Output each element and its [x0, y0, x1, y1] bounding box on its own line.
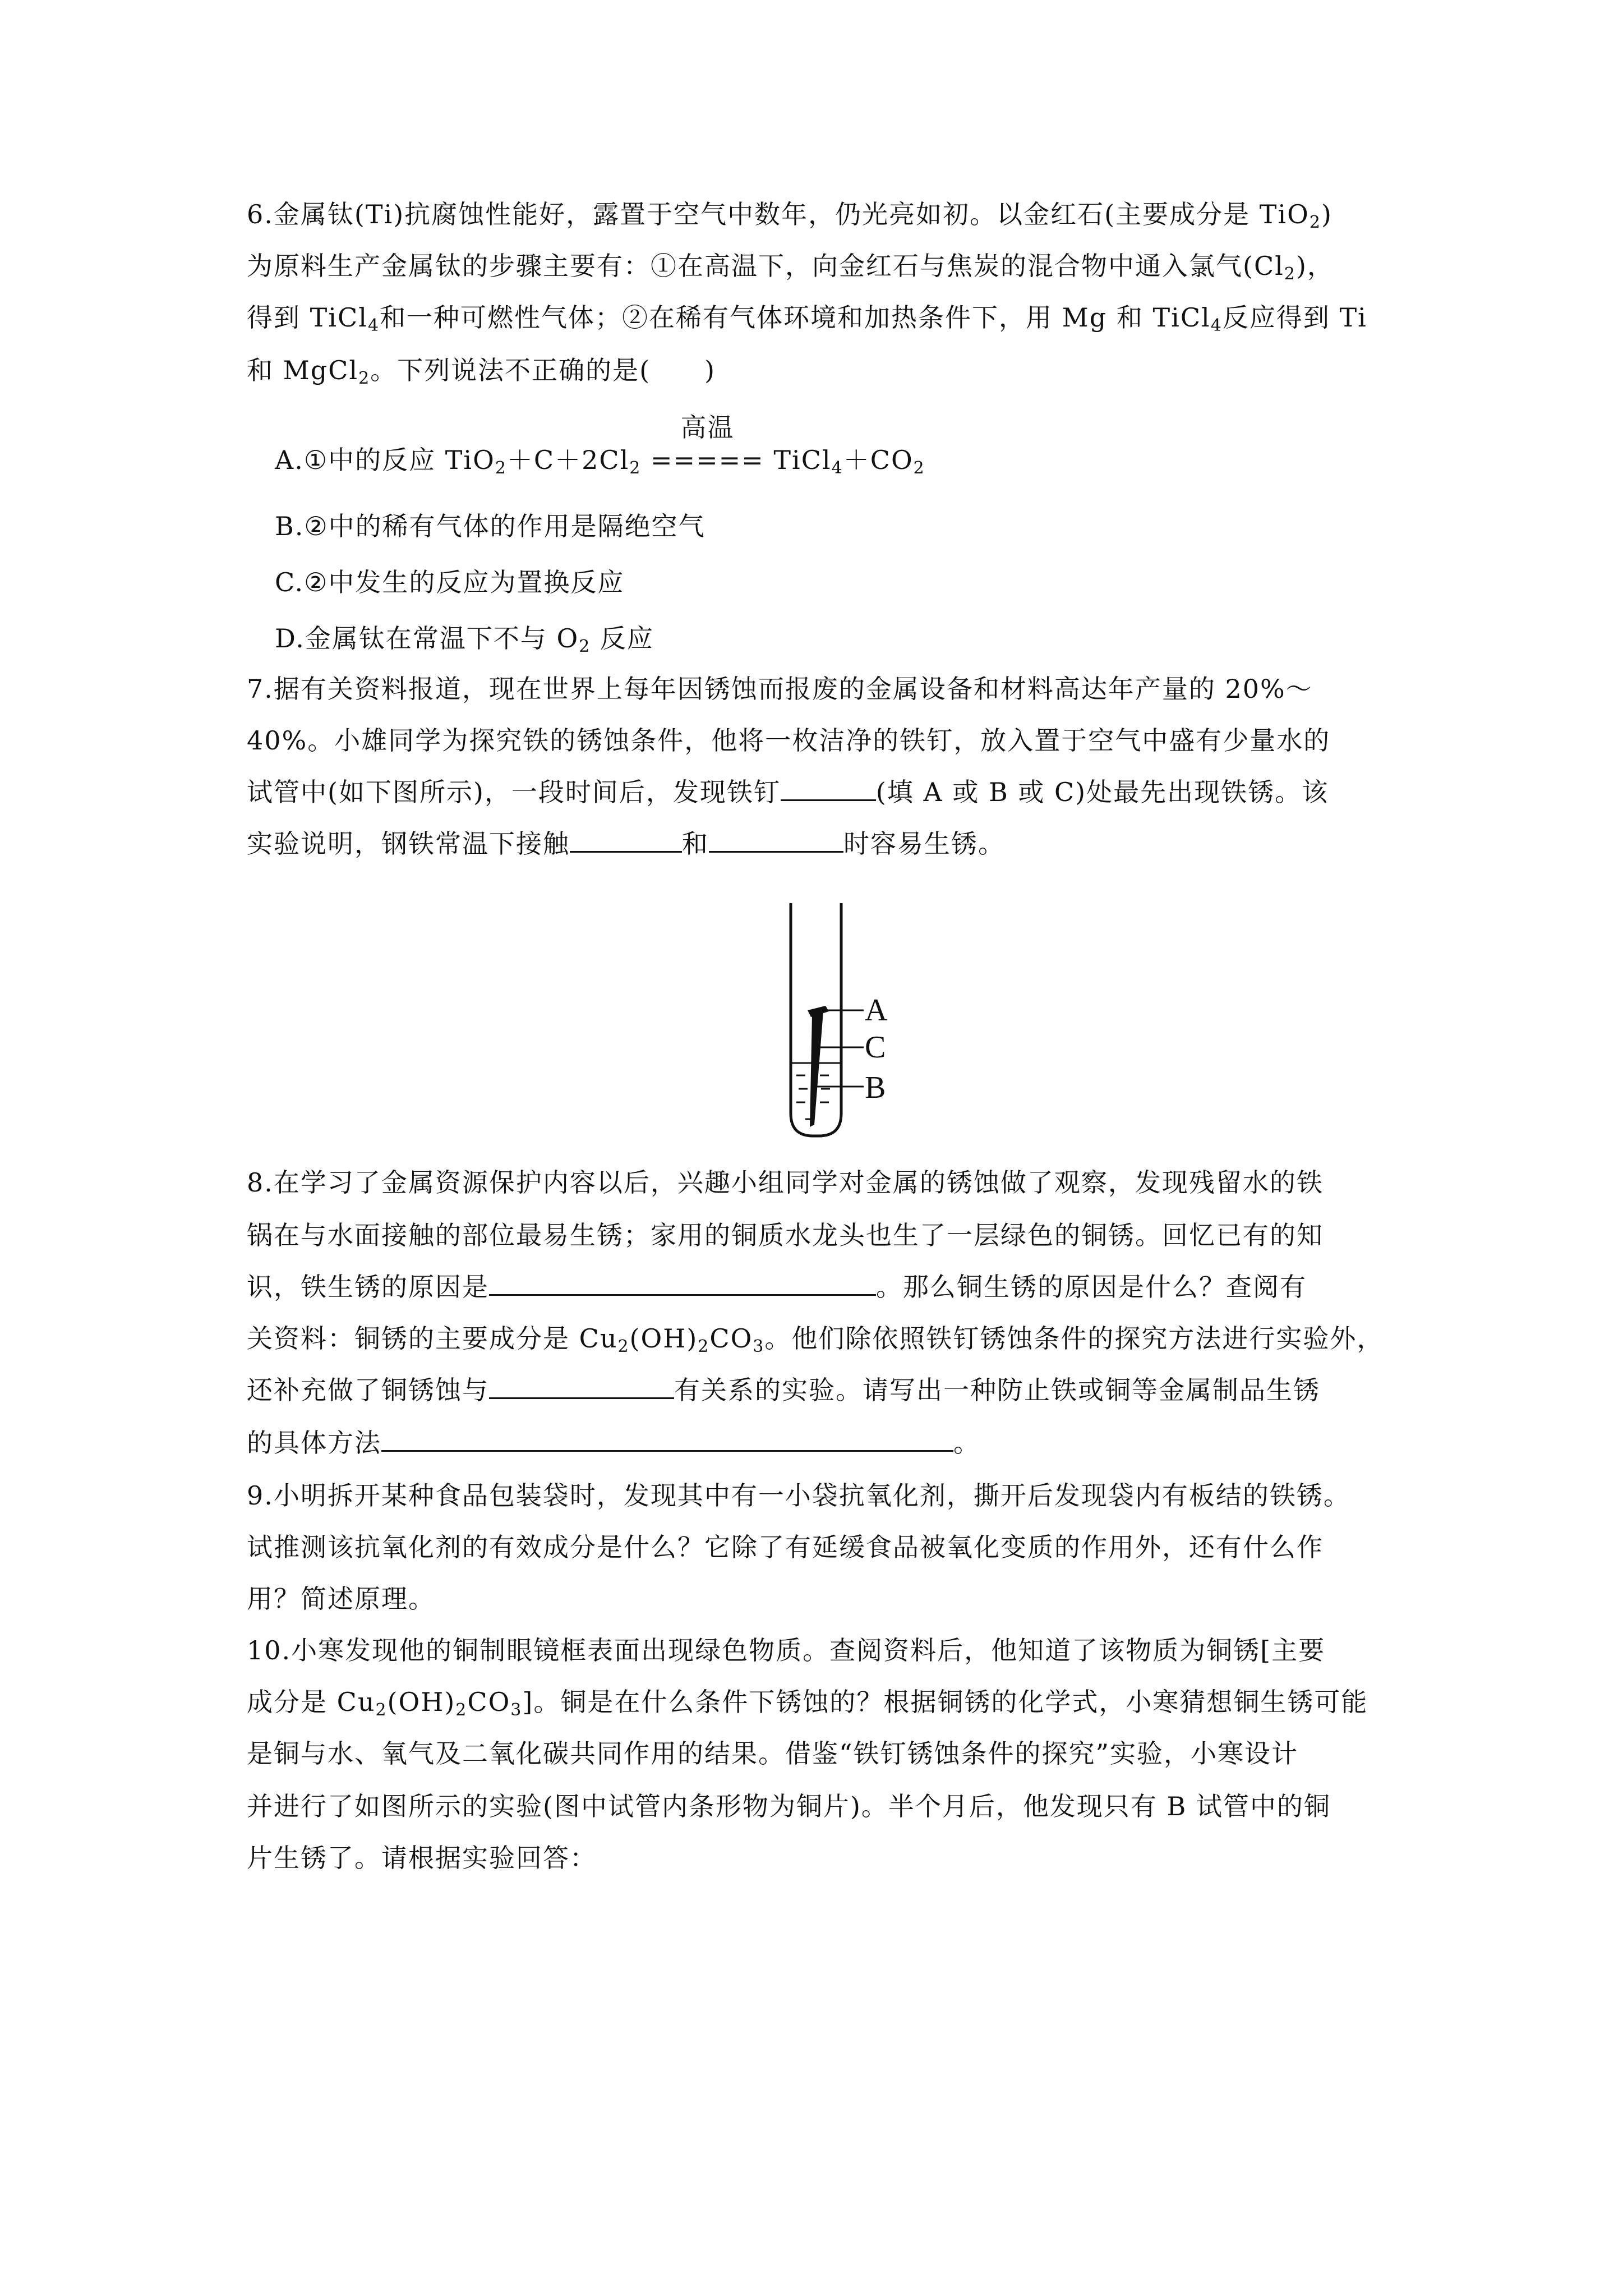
- q8-line-5: 还补充做了铜锈蚀与 有关系的实验。请写出一种防止铁或铜等金属制品生锈: [247, 1375, 1320, 1405]
- answer-blank-prevention-method[interactable]: [381, 1427, 953, 1452]
- q10-line-2: 成分是 $Cu_2(OH)_2CO_3$]。铜是在什么条件下锈蚀的？根据铜锈的化学式，小寒猜想铜生锈可能: [247, 1687, 1368, 1720]
- q10-line-1: 10.小寒发现他的铜制眼镜框表面出现绿色物质。查阅资料后，他知道了该物质为铜锈[主要: [247, 1635, 1326, 1665]
- q9-line-1: 9.小明拆开某种食品包装袋时，发现其中有一小袋抗氧化剂，撕开后发现袋内有板结的铁锈。: [247, 1480, 1350, 1511]
- q6-option-a: A.①中的反应 $TiO_2+C+2Cl_2$ 高温 ===== $TiCl_4+CO_2$: [275, 412, 925, 478]
- label-c: C: [865, 1030, 886, 1065]
- q6-option-d: D.金属钛在常温下不与 $O_2$ 反应: [275, 623, 654, 656]
- iron-nail: [810, 1011, 823, 1127]
- q6-line-1: 6.金属钛(Ti)抗腐蚀性能好，露置于空气中数年，仍光亮如初。以金红石(主要成分是 TiO$_2$): [247, 199, 1332, 232]
- q10-line-4: 并进行了如图所示的实验(图中试管内条形物为铜片)。半个月后，他发现只有 B 试管中的铜: [247, 1791, 1331, 1821]
- q6-option-b: B.②中的稀有气体的作用是隔绝空气: [275, 511, 706, 541]
- q6-option-c: C.②中发生的反应为置换反应: [275, 567, 625, 597]
- answer-blank-copper-factor[interactable]: [489, 1374, 674, 1399]
- q7-line-4: 实验说明，钢铁常温下接触 和 时容易生锈。: [247, 829, 1005, 859]
- q8-line-3: 识，铁生锈的原因是 。那么铜生锈的原因是什么？查阅有: [247, 1272, 1307, 1302]
- q8-line-4: 关资料：铜锈的主要成分是 $Cu_2(OH)_2CO_3$。他们除依照铁钉锈蚀条件的探究方法进行实验外，: [247, 1323, 1384, 1356]
- answer-blank-condition-1[interactable]: [570, 827, 682, 853]
- q10-line-3: 是铜与水、氧气及二氧化碳共同作用的结果。借鉴“铁钉锈蚀条件的探究”实验，小寒设计: [247, 1738, 1299, 1769]
- q8-line-2: 锅在与水面接触的部位最易生锈；家用的铜质水龙头也生了一层绿色的铜锈。回忆已有的知: [247, 1220, 1324, 1250]
- q6-line-2: 为原料生产金属钛的步骤主要有：①在高温下，向金红石与焦炭的混合物中通入氯气$(Cl_2)$，: [247, 251, 1334, 284]
- test-tube-figure: [751, 900, 931, 1142]
- answer-blank-condition-2[interactable]: [709, 827, 843, 853]
- answer-blank-position[interactable]: [781, 776, 876, 801]
- label-b: B: [865, 1070, 886, 1105]
- label-a: A: [865, 993, 888, 1028]
- q8-line-6: 的具体方法 。: [247, 1428, 980, 1458]
- answer-blank-iron-rust-reason[interactable]: [489, 1271, 876, 1296]
- reaction-condition: 高温 =====: [651, 412, 764, 475]
- q7-line-3: 试管中(如下图所示)，一段时间后，发现铁钉 (填 A 或 B 或 C)处最先出现铁锈。该: [247, 777, 1329, 807]
- q7-line-1: 7.据有关资料报道，现在世界上每年因锈蚀而报废的金属设备和材料高达年产量的 20%～: [247, 674, 1313, 704]
- q8-line-1: 8.在学习了金属资源保护内容以后，兴趣小组同学对金属的锈蚀做了观察，发现残留水的铁: [247, 1167, 1324, 1198]
- q6-line-3: 得到 TiCl$_4$和一种可燃性气体；②在稀有气体环境和加热条件下，用 Mg 和 TiCl$_4$反应得到 Ti: [247, 302, 1367, 335]
- q9-line-2: 试推测该抗氧化剂的有效成分是什么？它除了有延缓食品被氧化变质的作用外，还有什么作: [247, 1532, 1324, 1562]
- q7-line-2: 40%。小雄同学为探究铁的锈蚀条件，他将一枚洁净的铁钉，放入置于空气中盛有少量水的: [247, 725, 1331, 756]
- q6-line-4: 和 MgCl$_2$。下列说法不正确的是( ): [247, 355, 716, 388]
- q9-line-3: 用？简述原理。: [247, 1584, 435, 1614]
- q10-line-5: 片生锈了。请根据实验回答：: [247, 1843, 597, 1873]
